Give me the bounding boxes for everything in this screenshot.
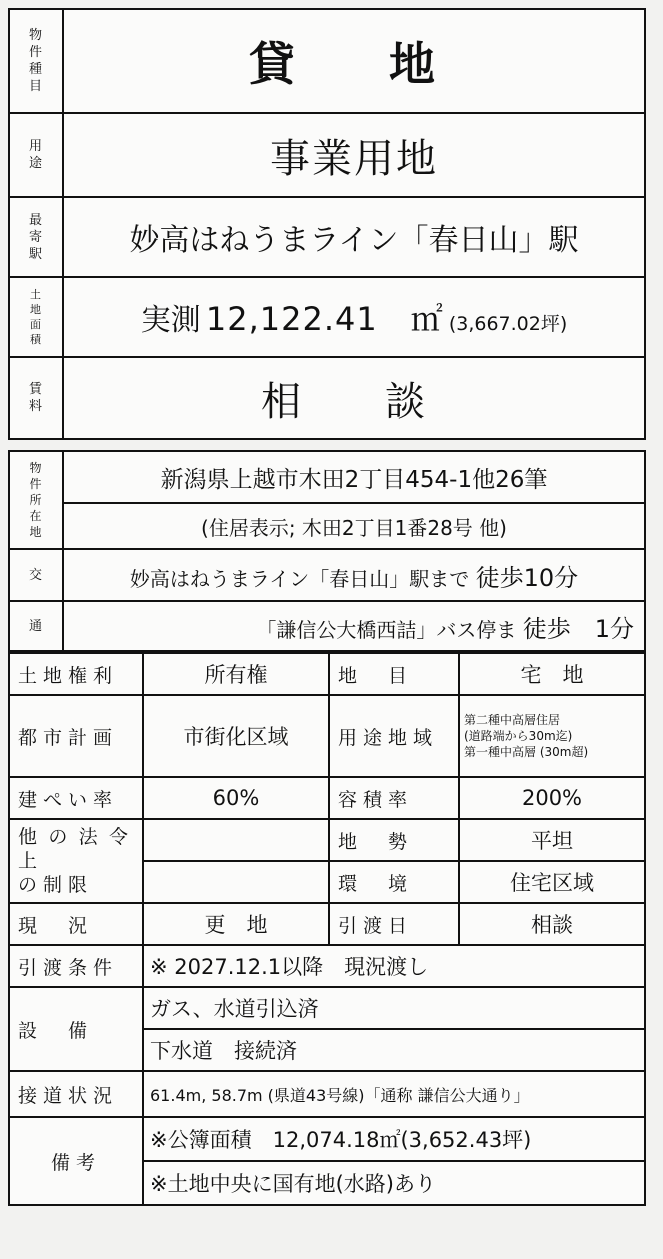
land-right-value: 所有権 [143, 653, 329, 695]
area-prefix: 実測 [140, 303, 201, 338]
chimoku-value: 宅 地 [459, 653, 645, 695]
cond-label: 引渡条件 [9, 945, 143, 987]
terrain-value: 平坦 [459, 819, 645, 861]
use-label: 用 途 [9, 113, 63, 197]
other-law-value-2 [143, 861, 329, 903]
env-value: 住宅区域 [459, 861, 645, 903]
zoning-value: 第二種中高層住居 (道路端から30m迄) 第一種中高層 (30m超) [459, 695, 645, 777]
land-right-label: 土地権利 [9, 653, 143, 695]
env-label: 環 境 [329, 861, 459, 903]
access-train: 妙高はねうまライン「春日山」駅まで 徒歩10分 [63, 549, 645, 601]
residence-display: (住居表示; 木田2丁目1番28号 他) [63, 503, 645, 549]
handover-label: 引渡日 [329, 903, 459, 945]
bcr-label: 建ぺい率 [9, 777, 143, 819]
type-value: 貸 地 [63, 9, 645, 113]
area-tsubo: (3,667.02坪) [448, 313, 568, 335]
far-value: 200% [459, 777, 645, 819]
summary-table [8, 8, 646, 440]
equip-label: 設 備 [9, 987, 143, 1071]
zoning-label: 用途地域 [329, 695, 459, 777]
details-table [8, 652, 646, 1206]
address: 新潟県上越市木田2丁目454-1他26筆 [63, 451, 645, 503]
area-label: 土 地 面 積 [9, 277, 63, 357]
transport-label-2: 通 [9, 601, 63, 651]
type-label: 物 件 種 目 [9, 9, 63, 113]
status-label: 現 況 [9, 903, 143, 945]
road-label: 接道状況 [9, 1071, 143, 1117]
access-bus: 「謙信公大橋西詰」バス停ま 徒歩 1分 [63, 601, 645, 651]
location-table [8, 450, 646, 652]
other-law-label: 他の法令上 の制限 [9, 819, 143, 903]
station-label: 最 寄 駅 [9, 197, 63, 277]
rent-value: 相 談 [63, 357, 645, 439]
location-label: 物 件 所 在 地 [9, 451, 63, 549]
rent-label: 賃 料 [9, 357, 63, 439]
transport-label-1: 交 [9, 549, 63, 601]
chimoku-label: 地 目 [329, 653, 459, 695]
cond-value: ※ 2027.12.1以降 現況渡し [143, 945, 645, 987]
area-cell [63, 277, 645, 357]
other-law-value-1 [143, 819, 329, 861]
area-value: 12,122.41 ㎡ [205, 300, 444, 338]
remarks-value-2: ※土地中央に国有地(水路)あり [143, 1161, 645, 1205]
city-plan-value: 市街化区域 [143, 695, 329, 777]
terrain-label: 地 勢 [329, 819, 459, 861]
equip-value-2: 下水道 接続済 [143, 1029, 645, 1071]
station-value: 妙高はねうまライン「春日山」駅 [63, 197, 645, 277]
status-value: 更 地 [143, 903, 329, 945]
handover-value: 相談 [459, 903, 645, 945]
remarks-value-1: ※公簿面積 12,074.18㎡(3,652.43坪) [143, 1117, 645, 1161]
remarks-label: 備考 [9, 1117, 143, 1205]
city-plan-label: 都市計画 [9, 695, 143, 777]
equip-value-1: ガス、水道引込済 [143, 987, 645, 1029]
bcr-value: 60% [143, 777, 329, 819]
property-sheet [8, 8, 646, 1206]
use-value: 事業用地 [63, 113, 645, 197]
road-value: 61.4m, 58.7m (県道43号線)「通称 謙信公大通り」 [143, 1071, 645, 1117]
far-label: 容積率 [329, 777, 459, 819]
